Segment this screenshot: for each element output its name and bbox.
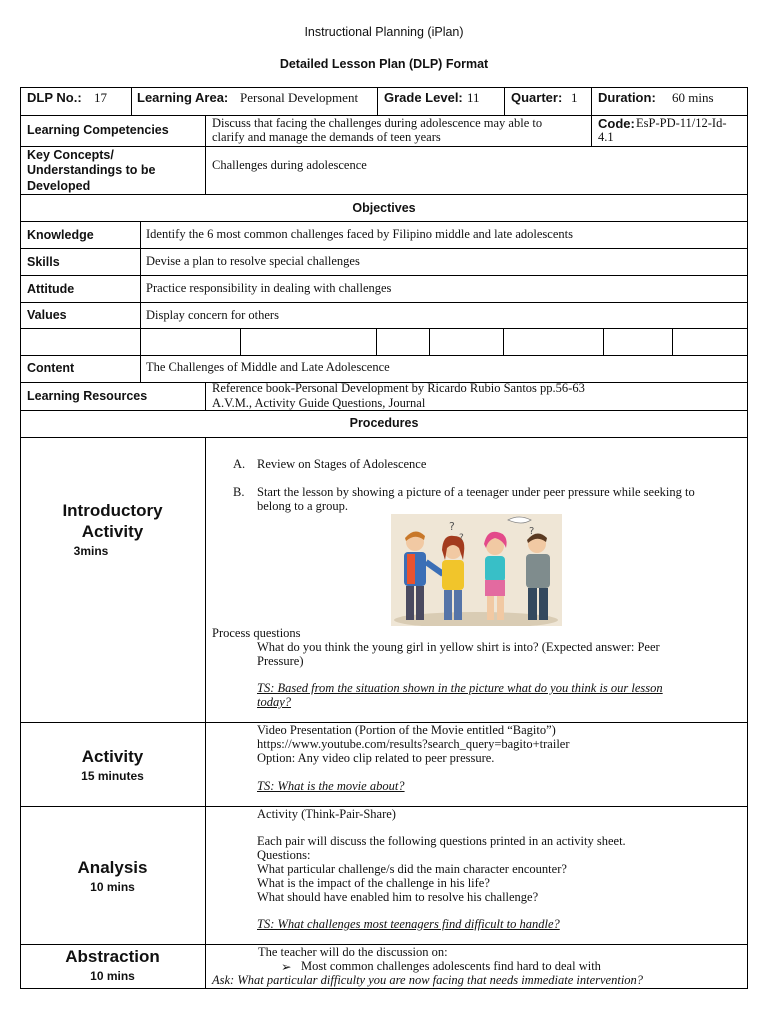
intro-ts-1: TS: Based from the situation shown in the picture what do you think is our lesson [257,681,663,695]
code-label: Code: [598,116,635,131]
item-a-marker: A. [233,457,246,471]
analysis-line-2: Each pair will discuss the following questions printed in an activity sheet. [257,834,626,848]
content-label: Content [27,361,75,375]
process-question-1: What do you think the young girl in yellow shirt is into? (Expected answer: Peer [257,640,660,654]
resources-label: Learning Resources [27,389,148,403]
analysis-line-4: What particular challenge/s did the main character encounter? [257,862,567,876]
bullet-arrow-icon: ➢ [281,960,292,974]
values-label: Values [27,308,67,322]
abstraction-line-1: The teacher will do the discussion on: [258,945,448,959]
intro-ts-2: today? [257,695,292,709]
knowledge-label: Knowledge [27,228,94,242]
analysis-line-3: Questions: [257,848,311,862]
intro-time: 3mins [73,544,109,558]
item-b-text-2: belong to a group. [257,499,348,513]
content-text: The Challenges of Middle and Late Adolescence [146,360,390,374]
process-question-2: Pressure) [257,654,304,668]
dlp-number-value: 17 [94,90,107,105]
peer-pressure-illustration [391,514,562,626]
key-concepts-label-1: Key Concepts/ [27,148,114,162]
analysis-title: Analysis [77,858,148,877]
key-concepts-label-3: Developed [27,179,91,193]
attitude-label: Attitude [27,282,75,296]
dlp-number-label: DLP No.: [27,90,82,105]
grade-level-value: 11 [467,90,480,105]
activity-line-3: Option: Any video clip related to peer pressure. [257,751,495,765]
abstraction-time: 10 mins [90,969,135,983]
abstraction-title: Abstraction [65,947,160,966]
svg-text:?: ? [449,520,455,533]
duration-value: 60 mins [672,90,714,105]
item-b-marker: B. [233,485,245,499]
item-b-text-1: Start the lesson by showing a picture of a teenager under peer pressure while seeking to [257,485,695,499]
code-value-1: EsP-PD-11/12-Id- [636,116,727,130]
attitude-text: Practice responsibility in dealing with challenges [146,281,392,295]
competencies-label: Learning Competencies [27,123,169,137]
key-concepts-label-2: Understandings to be [27,163,156,177]
item-a-text: Review on Stages of Adolescence [257,457,427,471]
activity-line-1: Video Presentation (Portion of the Movie entitled “Bagito”) [257,723,556,737]
quarter-value: 1 [571,90,578,105]
intro-title-1: Introductory [62,501,163,520]
key-concepts-text: Challenges during adolescence [212,158,367,172]
resources-line-2: A.V.M., Activity Guide Questions, Journal [212,396,426,410]
process-questions-label: Process questions [212,626,301,640]
document-title: Instructional Planning (iPlan) [304,25,464,39]
values-text: Display concern for others [146,308,279,322]
document-subtitle: Detailed Lesson Plan (DLP) Format [279,57,489,71]
competencies-text-2: clarify and manage the demands of teen years [212,130,441,144]
svg-text:?: ? [459,533,464,543]
duration-label: Duration: [598,90,656,105]
objectives-heading: Objectives [352,201,416,215]
abstraction-line-2: Most common challenges adolescents find hard to deal with [301,959,601,973]
learning-area-label: Learning Area: [137,90,229,105]
quarter-label: Quarter: [511,90,563,105]
svg-text:?: ? [529,526,535,537]
knowledge-text: Identify the 6 most common challenges faced by Filipino middle and late adolescents [146,227,573,241]
analysis-ts: TS: What challenges most teenagers find difficult to handle? [257,917,560,931]
activity-line-2[interactable]: https://www.youtube.com/results?search_query=bagito+trailer [257,737,570,751]
learning-area-value: Personal Development [240,90,359,105]
skills-text: Devise a plan to resolve special challenges [146,254,360,268]
activity-ts: TS: What is the movie about? [257,779,405,793]
abstraction-line-3: Ask: What particular difficulty you are now facing that needs immediate intervention? [212,973,644,987]
resources-line-1: Reference book-Personal Development by Ricardo Rubio Santos pp.56-63 [212,381,585,395]
code-value-2: 4.1 [598,130,614,144]
analysis-line-5: What is the impact of the challenge in his life? [257,876,490,890]
intro-title-2: Activity [81,522,144,541]
procedures-heading: Procedures [349,416,419,430]
skills-label: Skills [27,255,60,269]
analysis-line-1: Activity (Think-Pair-Share) [257,807,396,821]
analysis-line-6: What should have enabled him to resolve his challenge? [257,890,539,904]
grade-level-label: Grade Level: [384,90,463,105]
activity-title: Activity [81,747,144,766]
analysis-time: 10 mins [90,880,135,894]
competencies-text-1: Discuss that facing the challenges during adolescence may able to [212,116,543,130]
activity-time: 15 minutes [81,769,144,783]
